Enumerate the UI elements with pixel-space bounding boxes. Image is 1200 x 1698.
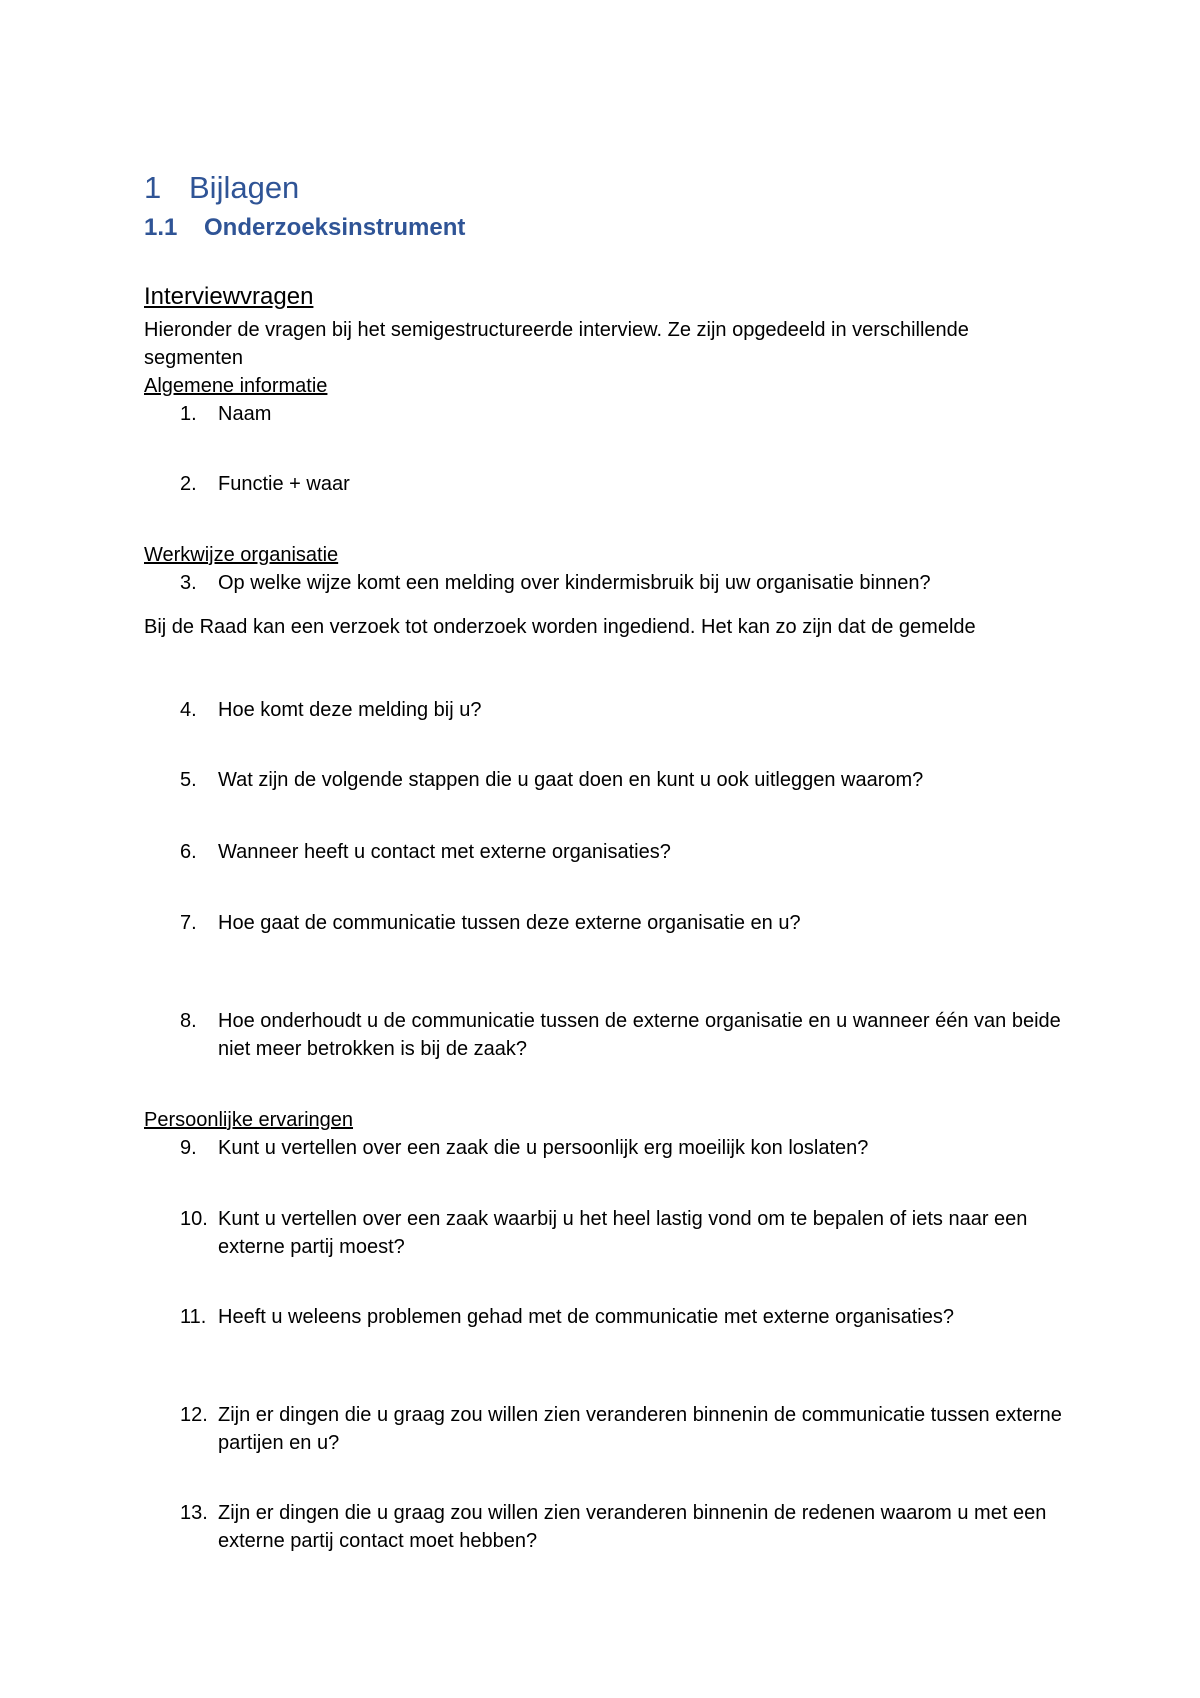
list-number: 11. bbox=[180, 1306, 207, 1328]
subheading-number: 1.1 bbox=[144, 214, 178, 241]
list-text: Hoe onderhoudt u de communicatie tussen de externe organisatie en u wanneer één van beide niet meer betrokken is bij de zaak? bbox=[218, 1010, 1061, 1060]
list-number: 6. bbox=[180, 841, 197, 863]
list-item bbox=[144, 838, 1064, 866]
list-text: Wat zijn de volgende stappen die u gaat doen en kunt u ook uitleggen waarom? bbox=[218, 769, 924, 791]
list-item bbox=[144, 1401, 1064, 1457]
list-text: Hoe komt deze melding bij u? bbox=[218, 699, 482, 721]
list-item bbox=[144, 1007, 1064, 1063]
list-number: 7. bbox=[180, 912, 197, 934]
list-text: Wanneer heeft u contact met externe organisaties? bbox=[218, 841, 671, 863]
segment-persoonlijke-ervaringen: Persoonlijke ervaringen bbox=[144, 1109, 354, 1131]
list-text: Naam bbox=[218, 403, 272, 425]
interview-title: Interviewvragen bbox=[144, 283, 314, 310]
list-number: 1. bbox=[180, 403, 197, 425]
list-number: 4. bbox=[180, 699, 197, 721]
list-text: Zijn er dingen die u graag zou willen zien veranderen binnenin de communicatie tussen externe partijen en u? bbox=[218, 1404, 1062, 1454]
list-text: Kunt u vertellen over een zaak waarbij u het heel lastig vond om te bepalen of iets naar een externe partij moest? bbox=[218, 1208, 1028, 1258]
list-text: Hoe gaat de communicatie tussen deze externe organisatie en u? bbox=[218, 912, 801, 934]
list-item bbox=[144, 766, 1064, 794]
note-paragraph: Bij de Raad kan een verzoek tot onderzoek worden ingediend. Het kan zo zijn dat de gemelde bbox=[144, 616, 976, 638]
list-item bbox=[144, 1499, 1064, 1555]
heading-onderzoeksinstrument bbox=[144, 212, 465, 244]
list-number: 8. bbox=[180, 1010, 197, 1032]
list-text: Op welke wijze komt een melding over kindermisbruik bij uw organisatie binnen? bbox=[218, 572, 931, 594]
list-item bbox=[144, 470, 1064, 498]
list-item bbox=[144, 400, 1064, 428]
list-number: 5. bbox=[180, 769, 197, 791]
segment-werkwijze-organisatie: Werkwijze organisatie bbox=[144, 544, 339, 566]
list-number: 12. bbox=[180, 1404, 208, 1426]
list-number: 2. bbox=[180, 473, 197, 495]
list-text: Kunt u vertellen over een zaak die u persoonlijk erg moeilijk kon loslaten? bbox=[218, 1137, 869, 1159]
list-number: 10. bbox=[180, 1208, 208, 1230]
subheading-text: Onderzoeksinstrument bbox=[204, 214, 466, 241]
list-text: Heeft u weleens problemen gehad met de communicatie met externe organisaties? bbox=[218, 1306, 954, 1328]
list-text: Functie + waar bbox=[218, 473, 350, 495]
list-item bbox=[144, 1134, 1064, 1162]
heading-bijlagen bbox=[144, 168, 299, 208]
list-item bbox=[144, 909, 1064, 937]
heading-number: 1 bbox=[144, 170, 162, 205]
list-text: Zijn er dingen die u graag zou willen zien veranderen binnenin de redenen waarom u met een externe partij contact moet hebben? bbox=[218, 1502, 1047, 1552]
list-item bbox=[144, 1205, 1064, 1261]
list-item bbox=[144, 1303, 1064, 1331]
segment-algemene-informatie: Algemene informatie bbox=[144, 375, 328, 397]
list-number: 9. bbox=[180, 1137, 197, 1159]
list-number: 13. bbox=[180, 1502, 208, 1524]
list-item bbox=[144, 696, 1064, 724]
list-item bbox=[144, 569, 1064, 597]
list-number: 3. bbox=[180, 572, 197, 594]
heading-text: Bijlagen bbox=[189, 170, 300, 205]
intro-paragraph: Hieronder de vragen bij het semigestructureerde interview. Ze zijn opgedeeld in verschillende segmenten bbox=[144, 319, 969, 369]
